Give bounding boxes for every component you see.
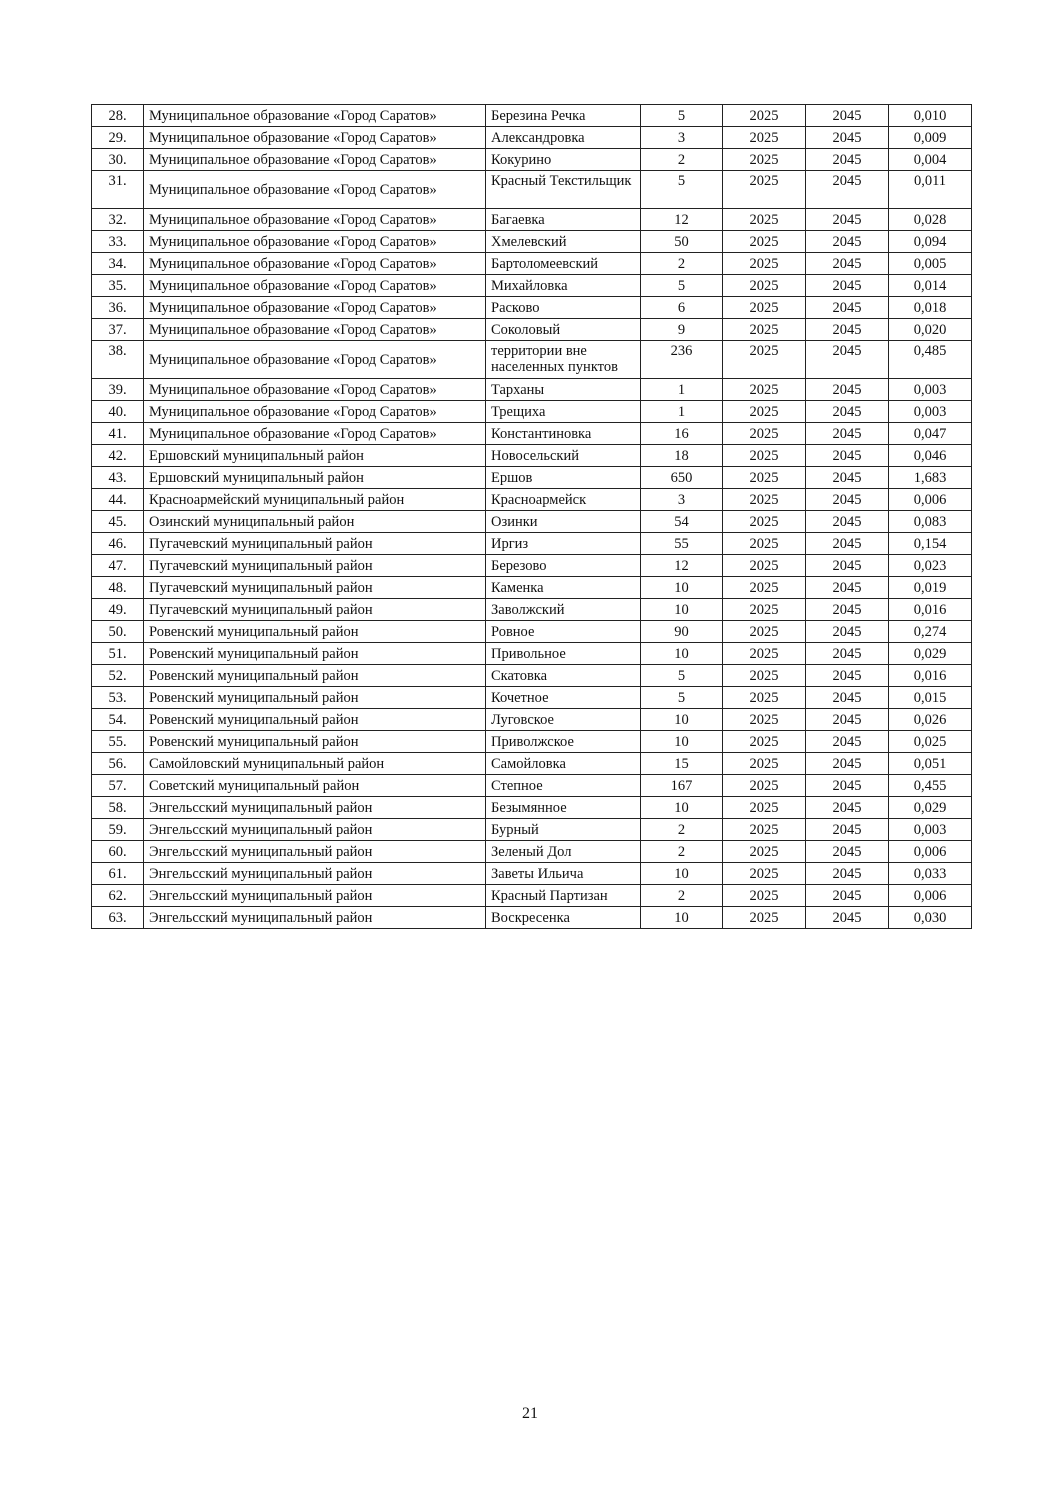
page-number: 21 bbox=[522, 1405, 538, 1422]
amount-cell: 0,003 bbox=[889, 819, 972, 841]
row-number-cell: 48. bbox=[92, 577, 144, 599]
start-year-cell: 2025 bbox=[723, 775, 806, 797]
end-year-cell: 2045 bbox=[806, 401, 889, 423]
amount-cell: 0,030 bbox=[889, 907, 972, 929]
amount-cell: 0,083 bbox=[889, 511, 972, 533]
end-year-cell: 2045 bbox=[806, 445, 889, 467]
start-year-cell: 2025 bbox=[723, 907, 806, 929]
value-cell: 16 bbox=[641, 423, 723, 445]
value-cell: 3 bbox=[641, 489, 723, 511]
value-cell: 50 bbox=[641, 231, 723, 253]
locality-cell: территории вне населенных пунктов bbox=[486, 341, 641, 379]
municipality-cell: Пугачевский муниципальный район bbox=[144, 599, 486, 621]
end-year-cell: 2045 bbox=[806, 209, 889, 231]
table-row bbox=[92, 753, 972, 775]
amount-cell: 0,485 bbox=[889, 341, 972, 379]
locality-cell: Бартоломеевский bbox=[486, 253, 641, 275]
start-year-cell: 2025 bbox=[723, 149, 806, 171]
amount-cell: 0,014 bbox=[889, 275, 972, 297]
municipality-cell: Муниципальное образование «Город Саратов» bbox=[144, 319, 486, 341]
row-number-cell: 62. bbox=[92, 885, 144, 907]
start-year-cell: 2025 bbox=[723, 643, 806, 665]
table-row bbox=[92, 231, 972, 253]
table-row bbox=[92, 797, 972, 819]
start-year-cell: 2025 bbox=[723, 863, 806, 885]
table-row bbox=[92, 709, 972, 731]
end-year-cell: 2045 bbox=[806, 379, 889, 401]
locality-cell: Березово bbox=[486, 555, 641, 577]
municipality-cell: Муниципальное образование «Город Саратов» bbox=[144, 341, 486, 379]
table-row bbox=[92, 907, 972, 929]
municipality-cell: Муниципальное образование «Город Саратов» bbox=[144, 379, 486, 401]
locality-cell: Кочетное bbox=[486, 687, 641, 709]
municipality-cell: Ершовский муниципальный район bbox=[144, 445, 486, 467]
start-year-cell: 2025 bbox=[723, 379, 806, 401]
locality-cell: Иргиз bbox=[486, 533, 641, 555]
value-cell: 2 bbox=[641, 841, 723, 863]
amount-cell: 0,006 bbox=[889, 885, 972, 907]
municipality-cell: Пугачевский муниципальный район bbox=[144, 577, 486, 599]
amount-cell: 0,455 bbox=[889, 775, 972, 797]
amount-cell: 0,274 bbox=[889, 621, 972, 643]
locality-cell: Самойловка bbox=[486, 753, 641, 775]
locality-cell: Красный Партизан bbox=[486, 885, 641, 907]
municipality-cell: Ровенский муниципальный район bbox=[144, 731, 486, 753]
end-year-cell: 2045 bbox=[806, 907, 889, 929]
value-cell: 5 bbox=[641, 105, 723, 127]
end-year-cell: 2045 bbox=[806, 275, 889, 297]
end-year-cell: 2045 bbox=[806, 253, 889, 275]
municipality-cell: Муниципальное образование «Город Саратов» bbox=[144, 105, 486, 127]
locality-cell: Бурный bbox=[486, 819, 641, 841]
amount-cell: 0,029 bbox=[889, 797, 972, 819]
row-number-cell: 29. bbox=[92, 127, 144, 149]
table-row bbox=[92, 533, 972, 555]
end-year-cell: 2045 bbox=[806, 297, 889, 319]
locality-cell: Тарханы bbox=[486, 379, 641, 401]
start-year-cell: 2025 bbox=[723, 253, 806, 275]
value-cell: 54 bbox=[641, 511, 723, 533]
start-year-cell: 2025 bbox=[723, 533, 806, 555]
municipality-cell: Озинский муниципальный район bbox=[144, 511, 486, 533]
table-row bbox=[92, 445, 972, 467]
municipality-cell: Муниципальное образование «Город Саратов» bbox=[144, 253, 486, 275]
municipality-cell: Муниципальное образование «Город Саратов» bbox=[144, 149, 486, 171]
value-cell: 5 bbox=[641, 665, 723, 687]
amount-cell: 0,016 bbox=[889, 665, 972, 687]
row-number-cell: 33. bbox=[92, 231, 144, 253]
start-year-cell: 2025 bbox=[723, 621, 806, 643]
value-cell: 10 bbox=[641, 907, 723, 929]
row-number-cell: 57. bbox=[92, 775, 144, 797]
row-number-cell: 54. bbox=[92, 709, 144, 731]
amount-cell: 0,011 bbox=[889, 171, 972, 209]
value-cell: 10 bbox=[641, 863, 723, 885]
value-cell: 1 bbox=[641, 401, 723, 423]
row-number-cell: 51. bbox=[92, 643, 144, 665]
amount-cell: 0,094 bbox=[889, 231, 972, 253]
locality-cell: Трещиха bbox=[486, 401, 641, 423]
municipality-cell: Энгельсский муниципальный район bbox=[144, 863, 486, 885]
end-year-cell: 2045 bbox=[806, 171, 889, 209]
amount-cell: 0,033 bbox=[889, 863, 972, 885]
amount-cell: 0,015 bbox=[889, 687, 972, 709]
start-year-cell: 2025 bbox=[723, 341, 806, 379]
end-year-cell: 2045 bbox=[806, 577, 889, 599]
table-row bbox=[92, 253, 972, 275]
value-cell: 12 bbox=[641, 555, 723, 577]
amount-cell: 0,154 bbox=[889, 533, 972, 555]
municipality-cell: Пугачевский муниципальный район bbox=[144, 533, 486, 555]
end-year-cell: 2045 bbox=[806, 797, 889, 819]
row-number-cell: 34. bbox=[92, 253, 144, 275]
row-number-cell: 61. bbox=[92, 863, 144, 885]
start-year-cell: 2025 bbox=[723, 753, 806, 775]
amount-cell: 0,020 bbox=[889, 319, 972, 341]
locality-cell: Новосельский bbox=[486, 445, 641, 467]
end-year-cell: 2045 bbox=[806, 753, 889, 775]
row-number-cell: 63. bbox=[92, 907, 144, 929]
end-year-cell: 2045 bbox=[806, 819, 889, 841]
table-row bbox=[92, 555, 972, 577]
start-year-cell: 2025 bbox=[723, 209, 806, 231]
locality-cell: Озинки bbox=[486, 511, 641, 533]
end-year-cell: 2045 bbox=[806, 709, 889, 731]
locality-cell: Ершов bbox=[486, 467, 641, 489]
start-year-cell: 2025 bbox=[723, 511, 806, 533]
end-year-cell: 2045 bbox=[806, 687, 889, 709]
table-row bbox=[92, 489, 972, 511]
end-year-cell: 2045 bbox=[806, 105, 889, 127]
end-year-cell: 2045 bbox=[806, 423, 889, 445]
municipality-cell: Муниципальное образование «Город Саратов» bbox=[144, 171, 486, 209]
row-number-cell: 53. bbox=[92, 687, 144, 709]
amount-cell: 0,026 bbox=[889, 709, 972, 731]
value-cell: 2 bbox=[641, 149, 723, 171]
start-year-cell: 2025 bbox=[723, 401, 806, 423]
value-cell: 650 bbox=[641, 467, 723, 489]
start-year-cell: 2025 bbox=[723, 841, 806, 863]
value-cell: 10 bbox=[641, 709, 723, 731]
start-year-cell: 2025 bbox=[723, 275, 806, 297]
end-year-cell: 2045 bbox=[806, 231, 889, 253]
row-number-cell: 32. bbox=[92, 209, 144, 231]
row-number-cell: 37. bbox=[92, 319, 144, 341]
row-number-cell: 44. bbox=[92, 489, 144, 511]
end-year-cell: 2045 bbox=[806, 775, 889, 797]
start-year-cell: 2025 bbox=[723, 231, 806, 253]
start-year-cell: 2025 bbox=[723, 489, 806, 511]
locality-cell: Соколовый bbox=[486, 319, 641, 341]
start-year-cell: 2025 bbox=[723, 885, 806, 907]
municipality-cell: Пугачевский муниципальный район bbox=[144, 555, 486, 577]
municipality-cell: Советский муниципальный район bbox=[144, 775, 486, 797]
table-row bbox=[92, 731, 972, 753]
locality-cell: Приволжское bbox=[486, 731, 641, 753]
start-year-cell: 2025 bbox=[723, 297, 806, 319]
table-row bbox=[92, 665, 972, 687]
value-cell: 10 bbox=[641, 577, 723, 599]
value-cell: 2 bbox=[641, 819, 723, 841]
table-row bbox=[92, 643, 972, 665]
amount-cell: 0,018 bbox=[889, 297, 972, 319]
locality-cell: Безымянное bbox=[486, 797, 641, 819]
table-row bbox=[92, 467, 972, 489]
table-row bbox=[92, 621, 972, 643]
locality-cell: Багаевка bbox=[486, 209, 641, 231]
municipality-cell: Самойловский муниципальный район bbox=[144, 753, 486, 775]
locality-cell: Березина Речка bbox=[486, 105, 641, 127]
amount-cell: 0,009 bbox=[889, 127, 972, 149]
row-number-cell: 59. bbox=[92, 819, 144, 841]
value-cell: 10 bbox=[641, 731, 723, 753]
start-year-cell: 2025 bbox=[723, 731, 806, 753]
municipality-cell: Ровенский муниципальный район bbox=[144, 709, 486, 731]
table-row bbox=[92, 863, 972, 885]
end-year-cell: 2045 bbox=[806, 127, 889, 149]
end-year-cell: 2045 bbox=[806, 665, 889, 687]
locality-cell: Луговское bbox=[486, 709, 641, 731]
value-cell: 2 bbox=[641, 885, 723, 907]
amount-cell: 0,028 bbox=[889, 209, 972, 231]
row-number-cell: 60. bbox=[92, 841, 144, 863]
amount-cell: 0,016 bbox=[889, 599, 972, 621]
value-cell: 15 bbox=[641, 753, 723, 775]
row-number-cell: 46. bbox=[92, 533, 144, 555]
row-number-cell: 35. bbox=[92, 275, 144, 297]
row-number-cell: 52. bbox=[92, 665, 144, 687]
table-row bbox=[92, 149, 972, 171]
row-number-cell: 49. bbox=[92, 599, 144, 621]
end-year-cell: 2045 bbox=[806, 489, 889, 511]
row-number-cell: 42. bbox=[92, 445, 144, 467]
locality-cell: Зеленый Дол bbox=[486, 841, 641, 863]
amount-cell: 0,046 bbox=[889, 445, 972, 467]
end-year-cell: 2045 bbox=[806, 863, 889, 885]
locality-cell: Кокурино bbox=[486, 149, 641, 171]
data-table bbox=[91, 104, 972, 929]
municipality-cell: Энгельсский муниципальный район bbox=[144, 819, 486, 841]
start-year-cell: 2025 bbox=[723, 445, 806, 467]
amount-cell: 0,047 bbox=[889, 423, 972, 445]
municipality-cell: Ровенский муниципальный район bbox=[144, 665, 486, 687]
row-number-cell: 31. bbox=[92, 171, 144, 209]
start-year-cell: 2025 bbox=[723, 599, 806, 621]
table-row bbox=[92, 401, 972, 423]
start-year-cell: 2025 bbox=[723, 423, 806, 445]
value-cell: 3 bbox=[641, 127, 723, 149]
table-row bbox=[92, 275, 972, 297]
locality-cell: Каменка bbox=[486, 577, 641, 599]
value-cell: 5 bbox=[641, 687, 723, 709]
row-number-cell: 38. bbox=[92, 341, 144, 379]
locality-cell: Скатовка bbox=[486, 665, 641, 687]
end-year-cell: 2045 bbox=[806, 841, 889, 863]
municipality-cell: Ровенский муниципальный район bbox=[144, 687, 486, 709]
row-number-cell: 50. bbox=[92, 621, 144, 643]
row-number-cell: 58. bbox=[92, 797, 144, 819]
row-number-cell: 56. bbox=[92, 753, 144, 775]
start-year-cell: 2025 bbox=[723, 709, 806, 731]
value-cell: 5 bbox=[641, 171, 723, 209]
locality-cell: Михайловка bbox=[486, 275, 641, 297]
municipality-cell: Ровенский муниципальный район bbox=[144, 621, 486, 643]
municipality-cell: Энгельсский муниципальный район bbox=[144, 797, 486, 819]
row-number-cell: 43. bbox=[92, 467, 144, 489]
municipality-cell: Муниципальное образование «Город Саратов» bbox=[144, 209, 486, 231]
amount-cell: 0,019 bbox=[889, 577, 972, 599]
start-year-cell: 2025 bbox=[723, 797, 806, 819]
municipality-cell: Муниципальное образование «Город Саратов» bbox=[144, 275, 486, 297]
start-year-cell: 2025 bbox=[723, 467, 806, 489]
table-row bbox=[92, 599, 972, 621]
end-year-cell: 2045 bbox=[806, 319, 889, 341]
value-cell: 55 bbox=[641, 533, 723, 555]
locality-cell: Ровное bbox=[486, 621, 641, 643]
value-cell: 1 bbox=[641, 379, 723, 401]
amount-cell: 1,683 bbox=[889, 467, 972, 489]
municipality-cell: Муниципальное образование «Город Саратов» bbox=[144, 423, 486, 445]
locality-cell: Привольное bbox=[486, 643, 641, 665]
municipality-cell: Энгельсский муниципальный район bbox=[144, 841, 486, 863]
start-year-cell: 2025 bbox=[723, 577, 806, 599]
amount-cell: 0,005 bbox=[889, 253, 972, 275]
value-cell: 10 bbox=[641, 797, 723, 819]
start-year-cell: 2025 bbox=[723, 319, 806, 341]
amount-cell: 0,006 bbox=[889, 489, 972, 511]
value-cell: 5 bbox=[641, 275, 723, 297]
row-number-cell: 36. bbox=[92, 297, 144, 319]
end-year-cell: 2045 bbox=[806, 511, 889, 533]
end-year-cell: 2045 bbox=[806, 341, 889, 379]
table-row bbox=[92, 775, 972, 797]
municipality-cell: Муниципальное образование «Город Саратов» bbox=[144, 401, 486, 423]
municipality-cell: Энгельсский муниципальный район bbox=[144, 907, 486, 929]
table-row bbox=[92, 687, 972, 709]
table-row bbox=[92, 127, 972, 149]
row-number-cell: 45. bbox=[92, 511, 144, 533]
end-year-cell: 2045 bbox=[806, 643, 889, 665]
table-row bbox=[92, 209, 972, 231]
row-number-cell: 55. bbox=[92, 731, 144, 753]
value-cell: 18 bbox=[641, 445, 723, 467]
amount-cell: 0,051 bbox=[889, 753, 972, 775]
row-number-cell: 39. bbox=[92, 379, 144, 401]
table-row bbox=[92, 423, 972, 445]
value-cell: 167 bbox=[641, 775, 723, 797]
locality-cell: Расково bbox=[486, 297, 641, 319]
locality-cell: Красный Текстильщик bbox=[486, 171, 641, 209]
value-cell: 10 bbox=[641, 599, 723, 621]
locality-cell: Красноармейск bbox=[486, 489, 641, 511]
value-cell: 2 bbox=[641, 253, 723, 275]
start-year-cell: 2025 bbox=[723, 555, 806, 577]
municipality-cell: Энгельсский муниципальный район bbox=[144, 885, 486, 907]
amount-cell: 0,025 bbox=[889, 731, 972, 753]
locality-cell: Заволжский bbox=[486, 599, 641, 621]
locality-cell: Заветы Ильича bbox=[486, 863, 641, 885]
value-cell: 12 bbox=[641, 209, 723, 231]
start-year-cell: 2025 bbox=[723, 171, 806, 209]
table-row bbox=[92, 319, 972, 341]
table-row bbox=[92, 171, 972, 209]
end-year-cell: 2045 bbox=[806, 149, 889, 171]
locality-cell: Степное bbox=[486, 775, 641, 797]
table-body bbox=[92, 105, 972, 929]
table-row bbox=[92, 841, 972, 863]
locality-cell: Александровка bbox=[486, 127, 641, 149]
table-row bbox=[92, 577, 972, 599]
start-year-cell: 2025 bbox=[723, 105, 806, 127]
value-cell: 10 bbox=[641, 643, 723, 665]
locality-cell: Воскресенка bbox=[486, 907, 641, 929]
end-year-cell: 2045 bbox=[806, 467, 889, 489]
municipality-cell: Красноармейский муниципальный район bbox=[144, 489, 486, 511]
municipality-cell: Муниципальное образование «Город Саратов» bbox=[144, 231, 486, 253]
row-number-cell: 28. bbox=[92, 105, 144, 127]
start-year-cell: 2025 bbox=[723, 819, 806, 841]
table-row bbox=[92, 341, 972, 379]
table-row bbox=[92, 297, 972, 319]
amount-cell: 0,029 bbox=[889, 643, 972, 665]
end-year-cell: 2045 bbox=[806, 555, 889, 577]
table-row bbox=[92, 819, 972, 841]
start-year-cell: 2025 bbox=[723, 127, 806, 149]
end-year-cell: 2045 bbox=[806, 599, 889, 621]
start-year-cell: 2025 bbox=[723, 687, 806, 709]
start-year-cell: 2025 bbox=[723, 665, 806, 687]
amount-cell: 0,023 bbox=[889, 555, 972, 577]
amount-cell: 0,010 bbox=[889, 105, 972, 127]
municipality-cell: Муниципальное образование «Город Саратов» bbox=[144, 127, 486, 149]
end-year-cell: 2045 bbox=[806, 621, 889, 643]
municipality-cell: Муниципальное образование «Город Саратов» bbox=[144, 297, 486, 319]
municipality-cell: Ершовский муниципальный район bbox=[144, 467, 486, 489]
row-number-cell: 47. bbox=[92, 555, 144, 577]
end-year-cell: 2045 bbox=[806, 885, 889, 907]
end-year-cell: 2045 bbox=[806, 533, 889, 555]
locality-cell: Хмелевский bbox=[486, 231, 641, 253]
value-cell: 6 bbox=[641, 297, 723, 319]
end-year-cell: 2045 bbox=[806, 731, 889, 753]
row-number-cell: 41. bbox=[92, 423, 144, 445]
table-row bbox=[92, 511, 972, 533]
value-cell: 9 bbox=[641, 319, 723, 341]
table-row bbox=[92, 379, 972, 401]
table-row bbox=[92, 105, 972, 127]
row-number-cell: 30. bbox=[92, 149, 144, 171]
amount-cell: 0,004 bbox=[889, 149, 972, 171]
amount-cell: 0,003 bbox=[889, 401, 972, 423]
locality-cell: Константиновка bbox=[486, 423, 641, 445]
row-number-cell: 40. bbox=[92, 401, 144, 423]
value-cell: 90 bbox=[641, 621, 723, 643]
value-cell: 236 bbox=[641, 341, 723, 379]
amount-cell: 0,003 bbox=[889, 379, 972, 401]
table-row bbox=[92, 885, 972, 907]
municipality-cell: Ровенский муниципальный район bbox=[144, 643, 486, 665]
amount-cell: 0,006 bbox=[889, 841, 972, 863]
